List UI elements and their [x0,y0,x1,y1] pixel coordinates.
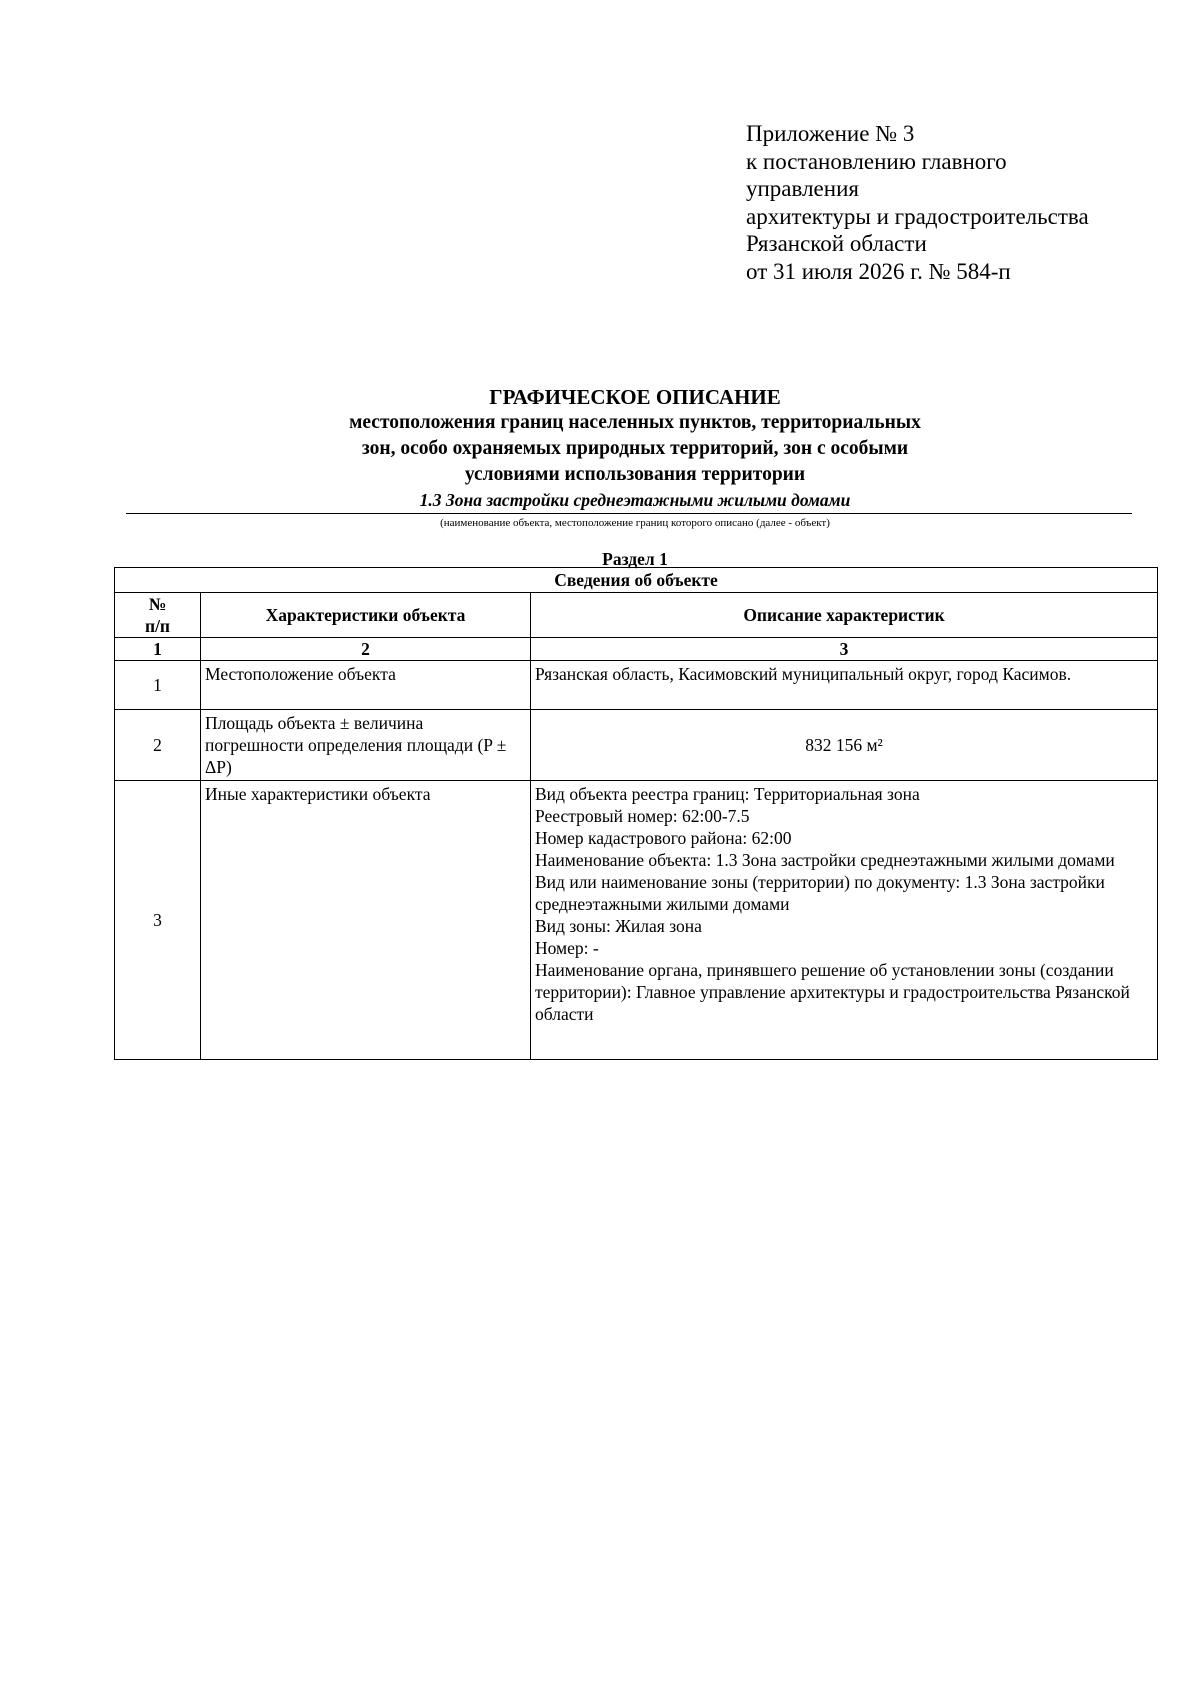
column-number-row [115,638,1158,661]
row-label: Иные характеристики объекта [201,781,531,1060]
object-name: 1.3 Зона застройки среднеэтажными жилыми домами [419,490,851,510]
row-label: Местоположение объекта [201,661,531,710]
row-number: 3 [115,781,201,1060]
description-line: Вид объекта реестра границ: Территориальная зона [535,784,920,804]
description-line: Рязанская область, Касимовский муниципальный округ, город Касимов. [535,664,1072,684]
row-number: 1 [115,661,201,710]
row-description [531,710,1158,781]
area-value: 832 156 м² [805,735,883,755]
header-cell-characteristic: Характеристики объекта [201,593,531,638]
table-caption: Сведения об объекте [115,568,1158,593]
description-line: Вид или наименование зоны (территории) по документу: 1.3 Зона застройки среднеэтажными жилыми домами [535,872,1105,914]
section-title: Раздел 1 [602,549,668,569]
column-number: 2 [201,638,531,661]
document-subtitle-line: условиями использования территории [464,464,806,485]
description-line: Реестровый номер: 62:00-7.5 [535,806,750,826]
description-line: Вид зоны: Жилая зона [535,916,702,936]
description-line: Номер: - [535,938,599,958]
document-heading [0,384,1200,512]
appendix-line: Рязанской области [746,231,927,256]
description-line: Наименование объекта: 1.3 Зона застройки среднеэтажными жилыми домами [535,850,1115,870]
appendix-block [746,120,1089,285]
document-subtitle-line: местоположения границ населенных пунктов, территориальных [349,412,921,433]
document-subtitle-line: зон, особо охраняемых природных территорий, зон с особыми [361,438,909,459]
table-row [115,781,1158,1060]
description-line: Наименование органа, принявшего решение об установлении зоны (создании территории): Главное управление архитектуры и градостроительства Рязанской области [535,960,1130,1024]
appendix-line: Приложение № 3 [746,121,915,146]
row-description [531,661,1158,710]
object-name-underline [126,513,1132,514]
appendix-line: архитектуры и градостроительства [746,203,1089,229]
object-info-table [114,567,1158,1060]
table-header-row [115,593,1158,638]
row-description [531,781,1158,1060]
appendix-line: от 31 июля 2026 г. № 584-п [746,258,1011,284]
row-number: 2 [115,710,201,781]
column-number: 1 [115,638,201,661]
appendix-line: к постановлению главного [746,148,1007,174]
header-cell-number: № п/п [115,593,201,638]
table-caption-row [115,568,1158,593]
object-name-caption: (наименование объекта, местоположение границ которого описано (далее - объект) [440,517,830,529]
description-line: Номер кадастрового района: 62:00 [535,828,792,848]
table-row [115,710,1158,781]
row-label: Площадь объекта ± величина погрешности определения площади (P ± ΔP) [201,710,531,781]
document-title: ГРАФИЧЕСКОЕ ОПИСАНИЕ [489,385,781,409]
column-number: 3 [531,638,1158,661]
table-row [115,661,1158,710]
appendix-line: управления [746,176,859,201]
header-cell-description: Описание характеристик [531,593,1158,638]
